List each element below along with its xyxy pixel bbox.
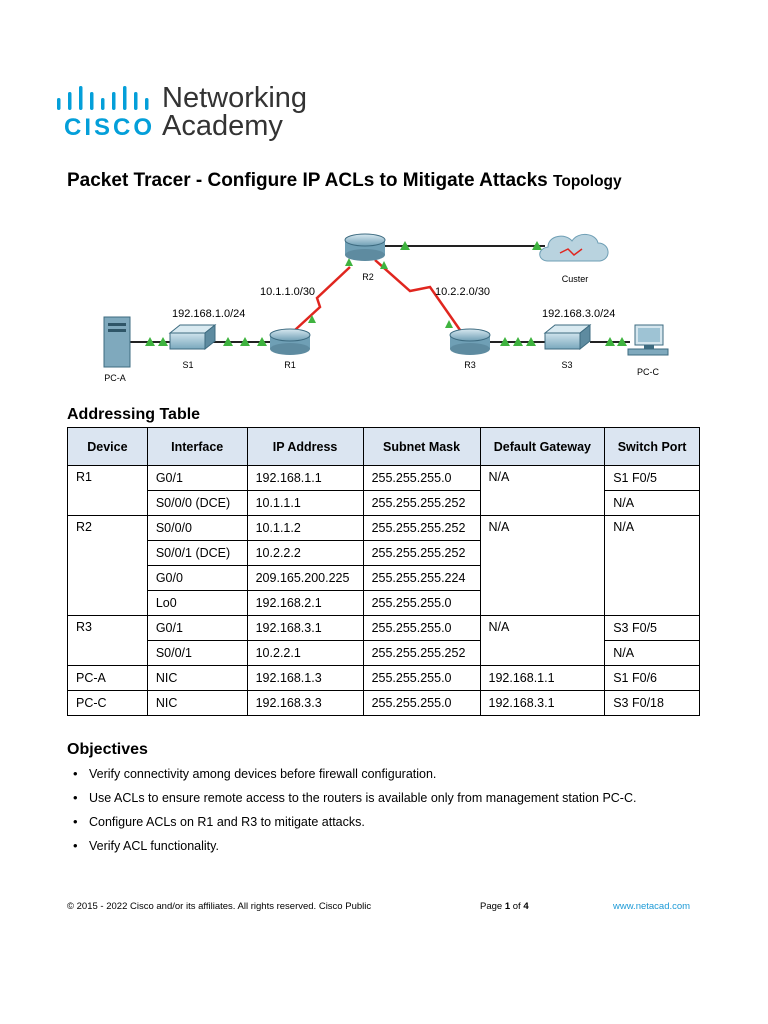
cell-mask: 255.255.255.0 [363, 616, 480, 641]
cell-switch-port: S3 F0/18 [605, 691, 700, 716]
label-r3: R3 [464, 360, 476, 370]
cell-ip: 192.168.1.1 [247, 466, 363, 491]
cisco-wordmark: CISCO [64, 114, 156, 141]
cell-mask: 255.255.255.252 [363, 516, 480, 541]
cell-interface: Lo0 [147, 591, 247, 616]
switch-s3-icon [545, 325, 590, 349]
cell-interface: G0/1 [147, 616, 247, 641]
cell-switch-port: S3 F0/5 [605, 616, 700, 641]
cell-switch-port: N/A [605, 641, 700, 666]
cell-mask: 255.255.255.252 [363, 641, 480, 666]
table-row [68, 616, 700, 641]
cell-device: PC-A [68, 666, 148, 691]
router-r1-icon [270, 329, 310, 355]
pc-c-icon [628, 325, 668, 355]
cell-gateway: N/A [480, 466, 605, 516]
cloud-icon [540, 234, 608, 261]
page-total: 4 [523, 901, 529, 912]
router-r2-icon [345, 234, 385, 261]
cell-gateway: 192.168.3.1 [480, 691, 605, 716]
router-r3-icon [450, 329, 490, 355]
network-topology-diagram [90, 225, 680, 390]
page-current: 1 [504, 901, 511, 912]
pc-a-icon [104, 317, 130, 367]
cell-interface: S0/0/1 [147, 641, 247, 666]
logo-networking: Networking [162, 82, 308, 114]
net-label-wan1: 10.1.1.0/30 [260, 286, 316, 298]
table-row [68, 641, 700, 666]
serial-link-r1-r2 [295, 267, 350, 330]
header-ip-address: IP Address [247, 428, 363, 466]
table-row [68, 666, 700, 691]
title-sub: Topology [553, 173, 622, 190]
cell-device: R2 [68, 516, 148, 616]
page-of: of [512, 901, 521, 912]
title-main: Packet Tracer - Configure IP ACLs to Mitigate Attacks [67, 170, 548, 191]
header-interface: Interface [147, 428, 247, 466]
cell-switch-port: N/A [605, 516, 700, 616]
net-label-lan3: 192.168.3.0/24 [542, 308, 616, 320]
cell-ip: 10.2.2.2 [247, 541, 363, 566]
cell-interface: NIC [147, 691, 247, 716]
objectives-heading: Objectives [67, 741, 148, 758]
label-pc-c: PC-C [637, 367, 659, 377]
cell-mask: 255.255.255.0 [363, 666, 480, 691]
addressing-table-heading: Addressing Table [67, 406, 201, 423]
table-row [68, 516, 700, 541]
cell-device: R1 [68, 466, 148, 516]
objective-item: • Use ACLs to ensure remote access to the routers is available only from management station PC-C. [67, 790, 636, 814]
table-header-row [68, 428, 700, 466]
cell-mask: 255.255.255.0 [363, 591, 480, 616]
header-subnet-mask: Subnet Mask [363, 428, 480, 466]
objectives-list [67, 766, 636, 862]
cell-ip: 192.168.1.3 [247, 666, 363, 691]
document-title [67, 170, 622, 192]
cell-ip: 192.168.2.1 [247, 591, 363, 616]
cell-ip: 192.168.3.3 [247, 691, 363, 716]
cell-interface: NIC [147, 666, 247, 691]
cell-mask: 255.255.255.224 [363, 566, 480, 591]
cell-interface: S0/0/0 (DCE) [147, 491, 247, 516]
objective-item: • Configure ACLs on R1 and R3 to mitigate attacks. [67, 814, 636, 838]
net-label-wan2: 10.2.2.0/30 [435, 286, 491, 298]
cell-device: PC-C [68, 691, 148, 716]
cell-gateway: N/A [480, 616, 605, 666]
table-row [68, 466, 700, 491]
cell-ip: 10.1.1.1 [247, 491, 363, 516]
cell-mask: 255.255.255.252 [363, 541, 480, 566]
net-label-lan1: 192.168.1.0/24 [172, 308, 246, 320]
label-s1: S1 [182, 360, 194, 370]
switch-s1-icon [170, 325, 215, 349]
logo-academy: Academy [162, 110, 283, 142]
cell-mask: 255.255.255.0 [363, 691, 480, 716]
objective-item: • Verify connectivity among devices before firewall configuration. [67, 766, 636, 790]
cell-gateway: N/A [480, 516, 605, 616]
cell-mask: 255.255.255.252 [363, 491, 480, 516]
table-row [68, 691, 700, 716]
cell-gateway: 192.168.1.1 [480, 666, 605, 691]
label-s3: S3 [561, 360, 573, 370]
cell-ip: 192.168.3.1 [247, 616, 363, 641]
cell-interface: G0/1 [147, 466, 247, 491]
cell-mask: 255.255.255.0 [363, 466, 480, 491]
table-row [68, 491, 700, 516]
header-default-gateway: Default Gateway [480, 428, 605, 466]
cisco-networking-academy-logo [55, 80, 315, 142]
addressing-table [67, 427, 700, 716]
header-switch-port: Switch Port [605, 428, 700, 466]
footer-copyright: © 2015 - 2022 Cisco and/or its affiliates. All rights reserved. Cisco Public [67, 901, 372, 912]
cell-interface: S0/0/1 (DCE) [147, 541, 247, 566]
cell-interface: S0/0/0 [147, 516, 247, 541]
header-device: Device [68, 428, 148, 466]
label-r2: R2 [362, 272, 374, 282]
cell-switch-port: S1 F0/5 [605, 466, 700, 491]
footer-netacad-link[interactable]: www.netacad.com [613, 901, 691, 912]
objective-item: • Verify ACL functionality. [67, 838, 636, 862]
footer-page-number [480, 901, 529, 912]
cell-switch-port: S1 F0/6 [605, 666, 700, 691]
cell-ip: 10.2.2.1 [247, 641, 363, 666]
cell-interface: G0/0 [147, 566, 247, 591]
cell-device: R3 [68, 616, 148, 666]
label-r1: R1 [284, 360, 296, 370]
cell-ip: 209.165.200.225 [247, 566, 363, 591]
label-pc-a: PC-A [104, 373, 126, 383]
page-label: Page [480, 901, 503, 912]
cell-ip: 10.1.1.2 [247, 516, 363, 541]
cell-switch-port: N/A [605, 491, 700, 516]
cisco-bars-icon [55, 86, 155, 114]
label-cloud: Custer [561, 274, 589, 284]
